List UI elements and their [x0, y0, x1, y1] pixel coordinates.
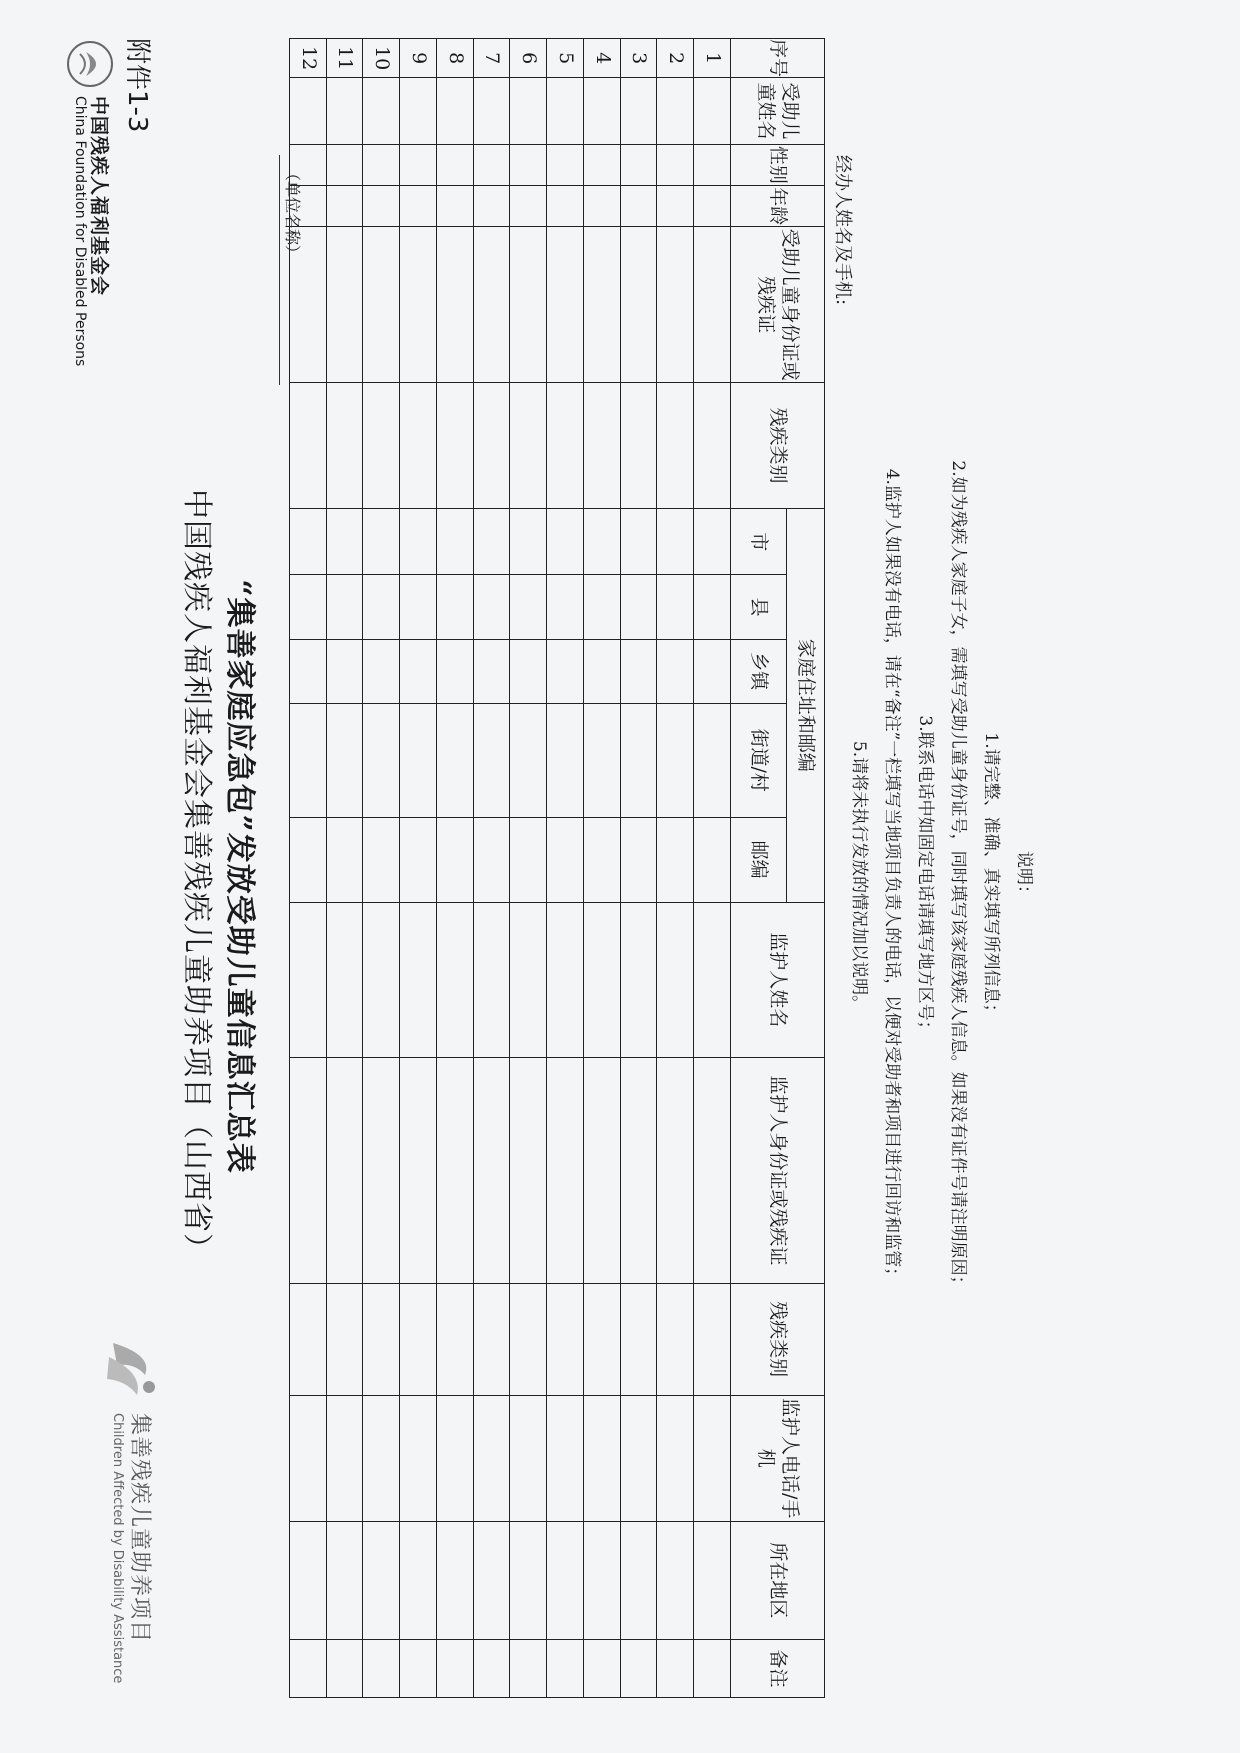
cell[interactable]: [620, 817, 657, 902]
cell[interactable]: [400, 902, 437, 1057]
cell[interactable]: [326, 1395, 363, 1521]
cell[interactable]: [547, 144, 584, 185]
cell[interactable]: [584, 144, 621, 185]
cell[interactable]: [547, 382, 584, 508]
cell[interactable]: [326, 227, 363, 382]
cell[interactable]: [326, 1057, 363, 1283]
cell[interactable]: [473, 1521, 510, 1639]
cell[interactable]: [473, 1395, 510, 1521]
cell[interactable]: [584, 639, 621, 703]
cell[interactable]: [400, 817, 437, 902]
header-child-id: 受助儿童身份证或残疾证: [731, 227, 825, 382]
cell[interactable]: [510, 1057, 547, 1283]
cell[interactable]: [400, 227, 437, 382]
attachment-label: 附件1-3: [122, 38, 152, 133]
cell[interactable]: [657, 703, 694, 817]
cell[interactable]: [473, 575, 510, 639]
cell[interactable]: [584, 186, 621, 227]
cell[interactable]: [437, 1057, 474, 1283]
cell[interactable]: [400, 1283, 437, 1395]
cell[interactable]: [510, 575, 547, 639]
cell[interactable]: [584, 575, 621, 639]
cell[interactable]: [510, 144, 547, 185]
instructions-title: 说明：: [1014, 851, 1034, 902]
cell[interactable]: [290, 509, 327, 575]
cell[interactable]: [473, 1639, 510, 1697]
cell[interactable]: [437, 1395, 474, 1521]
cell[interactable]: [657, 1395, 694, 1521]
document-title-line2: “集善家庭应急包”发放受助儿童信息汇总表: [222, 579, 257, 1174]
cfdp-logo: [60, 38, 120, 368]
cell[interactable]: [326, 509, 363, 575]
instruction-item: 3.联系电话中如固定电话请填写地方区号；: [915, 715, 935, 1038]
project-emblem-icon: [97, 1335, 163, 1405]
row-number: 8: [437, 39, 474, 78]
cell[interactable]: [290, 639, 327, 703]
cell[interactable]: [620, 1639, 657, 1697]
cell[interactable]: [473, 703, 510, 817]
cell[interactable]: [510, 703, 547, 817]
cell[interactable]: [547, 639, 584, 703]
cell[interactable]: [400, 703, 437, 817]
cell[interactable]: [326, 1521, 363, 1639]
cell[interactable]: [657, 1521, 694, 1639]
cell[interactable]: [620, 902, 657, 1057]
cell[interactable]: [290, 382, 327, 508]
unit-name-label: （单位名称）: [283, 165, 302, 262]
cell[interactable]: [363, 78, 400, 144]
cell[interactable]: [620, 382, 657, 508]
cell[interactable]: [620, 639, 657, 703]
cell[interactable]: [510, 509, 547, 575]
instruction-item: 1.请完整、准确、真实填写所列信息；: [981, 732, 1001, 1021]
cell[interactable]: [363, 1283, 400, 1395]
cell[interactable]: [547, 703, 584, 817]
cell[interactable]: [363, 186, 400, 227]
instruction-item: 4.监护人如果没有电话，请在“备注”一栏填写当地项目负责人的电话，以便对受助者和项目进行回访和监管；: [882, 468, 902, 1285]
cell[interactable]: [694, 144, 731, 185]
cfdp-emblem-icon: [64, 38, 116, 90]
header-guardian-id: 监护人身份证或残疾证: [731, 1057, 825, 1283]
instruction-item: 2.如为残疾人家庭子女，需填写受助儿童身份证号，同时填写该家庭残疾人信息。如果没有证件号请注明原因；: [948, 460, 968, 1293]
cell[interactable]: [547, 1395, 584, 1521]
table-row: [363, 39, 400, 1698]
cell[interactable]: [290, 575, 327, 639]
cell[interactable]: [400, 509, 437, 575]
cell[interactable]: [547, 1283, 584, 1395]
cell[interactable]: [290, 902, 327, 1057]
cell[interactable]: [620, 703, 657, 817]
cell[interactable]: [400, 1639, 437, 1697]
cell[interactable]: [694, 186, 731, 227]
cell[interactable]: [694, 1639, 731, 1697]
cell[interactable]: [657, 144, 694, 185]
header-street: 街道/村: [731, 703, 787, 817]
header-gender: 性别: [731, 144, 825, 185]
cell[interactable]: [657, 509, 694, 575]
cell[interactable]: [290, 227, 327, 382]
cell[interactable]: [437, 144, 474, 185]
row-number: 3: [620, 39, 657, 78]
cell[interactable]: [510, 1521, 547, 1639]
header-seq: 序号: [731, 39, 825, 78]
cell[interactable]: [547, 817, 584, 902]
header-child-name: 受助儿童姓名: [731, 78, 825, 144]
cell[interactable]: [620, 186, 657, 227]
cell[interactable]: [400, 639, 437, 703]
cell[interactable]: [620, 1057, 657, 1283]
header-age: 年龄: [731, 186, 825, 227]
cell[interactable]: [290, 144, 327, 185]
cell[interactable]: [400, 144, 437, 185]
cell[interactable]: [400, 186, 437, 227]
cell[interactable]: [473, 817, 510, 902]
cell[interactable]: [694, 227, 731, 382]
cell[interactable]: [363, 227, 400, 382]
cell[interactable]: [437, 186, 474, 227]
cell[interactable]: [510, 817, 547, 902]
cell[interactable]: [437, 902, 474, 1057]
instructions-block: [842, 0, 1040, 1753]
cell[interactable]: [584, 1639, 621, 1697]
project-logo: [75, 1335, 165, 1753]
cell[interactable]: [290, 1057, 327, 1283]
cell[interactable]: [547, 575, 584, 639]
cell[interactable]: [547, 1521, 584, 1639]
cell[interactable]: [326, 639, 363, 703]
cell[interactable]: [547, 227, 584, 382]
row-number: 7: [473, 39, 510, 78]
cell[interactable]: [290, 1639, 327, 1697]
cell[interactable]: [547, 509, 584, 575]
table-row: [584, 39, 621, 1698]
cell[interactable]: [694, 1521, 731, 1639]
header-guardian-name: 监护人姓名: [731, 902, 825, 1057]
cell[interactable]: [620, 575, 657, 639]
cell[interactable]: [437, 509, 474, 575]
cell[interactable]: [584, 1057, 621, 1283]
header-guardian-phone: 监护人电话/手机: [731, 1395, 825, 1521]
cell[interactable]: [657, 227, 694, 382]
handler-name-phone-label: 经办人姓名及手机:: [832, 155, 853, 306]
row-number: 5: [547, 39, 584, 78]
table-row: [547, 39, 584, 1698]
project-logo-en: Children Affected by Disability Assistance: [110, 1413, 125, 1684]
row-number: 1: [694, 39, 731, 78]
cell[interactable]: [620, 1283, 657, 1395]
table-row: [510, 39, 547, 1698]
cfdp-logo-cn: 中国残疾人福利基金会: [88, 96, 110, 297]
row-number: 2: [657, 39, 694, 78]
cell[interactable]: [510, 902, 547, 1057]
cell[interactable]: [620, 78, 657, 144]
table-row: [326, 39, 363, 1698]
cell[interactable]: [657, 575, 694, 639]
cell[interactable]: [363, 1521, 400, 1639]
cell[interactable]: [400, 78, 437, 144]
cell[interactable]: [437, 227, 474, 382]
cell[interactable]: [584, 1395, 621, 1521]
cell[interactable]: [326, 1639, 363, 1697]
unit-name-underline: [279, 155, 280, 385]
cell[interactable]: [400, 1395, 437, 1521]
header-postcode: 邮编: [731, 817, 787, 902]
cell[interactable]: [620, 1395, 657, 1521]
cell[interactable]: [547, 1639, 584, 1697]
row-number: 4: [584, 39, 621, 78]
cell[interactable]: [694, 1057, 731, 1283]
cell[interactable]: [547, 78, 584, 144]
cell[interactable]: [400, 1521, 437, 1639]
cell[interactable]: [584, 227, 621, 382]
table-row: [473, 39, 510, 1698]
header-guardian-disability: 残疾类别: [731, 1283, 825, 1395]
cell[interactable]: [290, 817, 327, 902]
cell[interactable]: [657, 186, 694, 227]
cell[interactable]: [290, 703, 327, 817]
cell[interactable]: [437, 703, 474, 817]
cell[interactable]: [363, 1639, 400, 1697]
cell[interactable]: [473, 639, 510, 703]
cell[interactable]: [326, 78, 363, 144]
cell[interactable]: [620, 144, 657, 185]
cell[interactable]: [694, 902, 731, 1057]
cell[interactable]: [657, 1639, 694, 1697]
cell[interactable]: [657, 817, 694, 902]
cell[interactable]: [510, 1283, 547, 1395]
cell[interactable]: [694, 703, 731, 817]
cell[interactable]: [694, 817, 731, 902]
row-number: 9: [400, 39, 437, 78]
cell[interactable]: [363, 575, 400, 639]
cell[interactable]: [473, 902, 510, 1057]
cell[interactable]: [584, 703, 621, 817]
cell[interactable]: [363, 144, 400, 185]
cell[interactable]: [473, 227, 510, 382]
cell[interactable]: [694, 382, 731, 508]
row-number: 10: [363, 39, 400, 78]
table-row: [437, 39, 474, 1698]
cell[interactable]: [290, 1283, 327, 1395]
cell[interactable]: [547, 1057, 584, 1283]
cell[interactable]: [437, 1283, 474, 1395]
cell[interactable]: [400, 382, 437, 508]
cell[interactable]: [290, 1521, 327, 1639]
cell[interactable]: [584, 1283, 621, 1395]
cell[interactable]: [326, 902, 363, 1057]
table-body: [290, 39, 731, 1698]
cell[interactable]: [326, 186, 363, 227]
cell[interactable]: [584, 382, 621, 508]
cell[interactable]: [694, 1395, 731, 1521]
cell[interactable]: [510, 1639, 547, 1697]
cell[interactable]: [400, 575, 437, 639]
cell[interactable]: [437, 639, 474, 703]
cell[interactable]: [510, 639, 547, 703]
cell[interactable]: [657, 639, 694, 703]
cell[interactable]: [547, 186, 584, 227]
cell[interactable]: [657, 902, 694, 1057]
cell[interactable]: [326, 1283, 363, 1395]
cfdp-logo-en: China Foundation for Disabled Persons: [72, 96, 88, 367]
table-row: [657, 39, 694, 1698]
cell[interactable]: [694, 575, 731, 639]
table-row: [290, 39, 327, 1698]
cell[interactable]: [657, 1057, 694, 1283]
cell[interactable]: [363, 1395, 400, 1521]
cell[interactable]: [326, 382, 363, 508]
header-address-group: 家庭住址和邮编: [787, 509, 825, 903]
cell[interactable]: [363, 639, 400, 703]
cell[interactable]: [694, 1283, 731, 1395]
cell[interactable]: [437, 1639, 474, 1697]
cell[interactable]: [473, 1057, 510, 1283]
table-row: [694, 39, 731, 1698]
instruction-item: 5.请将未执行发放的情况加以说明。: [849, 740, 869, 1013]
project-logo-cn: 集善残疾儿童助养项目: [127, 1413, 152, 1644]
cell[interactable]: [694, 639, 731, 703]
row-number: 6: [510, 39, 547, 78]
cell[interactable]: [363, 817, 400, 902]
cell[interactable]: [657, 1283, 694, 1395]
header-remarks: 备注: [731, 1639, 825, 1697]
cell[interactable]: [584, 78, 621, 144]
cell[interactable]: [584, 509, 621, 575]
cell[interactable]: [620, 509, 657, 575]
cell[interactable]: [473, 144, 510, 185]
cell[interactable]: [473, 1283, 510, 1395]
info-summary-table: [289, 38, 825, 1698]
cell[interactable]: [326, 817, 363, 902]
cell[interactable]: [290, 1395, 327, 1521]
cell[interactable]: [510, 1395, 547, 1521]
cell[interactable]: [326, 575, 363, 639]
document-title-line1: 中国残疾人福利基金会集善残疾儿童助养项目（山西省）: [179, 489, 214, 1264]
header-county: 县: [731, 575, 787, 639]
cell[interactable]: [510, 186, 547, 227]
cell[interactable]: [694, 509, 731, 575]
cell[interactable]: [657, 382, 694, 508]
cell[interactable]: [620, 227, 657, 382]
cell[interactable]: [363, 509, 400, 575]
cell[interactable]: [437, 817, 474, 902]
cell[interactable]: [473, 78, 510, 144]
cell[interactable]: [290, 78, 327, 144]
header-region: 所在地区: [731, 1521, 825, 1639]
cell[interactable]: [694, 78, 731, 144]
cell[interactable]: [437, 1521, 474, 1639]
cell[interactable]: [363, 902, 400, 1057]
cell[interactable]: [437, 575, 474, 639]
cell[interactable]: [510, 78, 547, 144]
cell[interactable]: [620, 1521, 657, 1639]
table-row: [620, 39, 657, 1698]
cell[interactable]: [510, 382, 547, 508]
cell[interactable]: [584, 902, 621, 1057]
cell[interactable]: [473, 382, 510, 508]
cell[interactable]: [584, 1521, 621, 1639]
cell[interactable]: [437, 78, 474, 144]
cell[interactable]: [400, 1057, 437, 1283]
cell[interactable]: [473, 186, 510, 227]
cell[interactable]: [473, 509, 510, 575]
table-row: [400, 39, 437, 1698]
row-number: 12: [290, 39, 327, 78]
cell[interactable]: [363, 1057, 400, 1283]
header-city: 市: [731, 509, 787, 575]
cell[interactable]: [510, 227, 547, 382]
cell[interactable]: [657, 78, 694, 144]
cell[interactable]: [437, 382, 474, 508]
cell[interactable]: [584, 817, 621, 902]
cell[interactable]: [326, 703, 363, 817]
cell[interactable]: [363, 703, 400, 817]
cell[interactable]: [290, 186, 327, 227]
header-town: 乡镇: [731, 639, 787, 703]
header-disability-type: 残疾类别: [731, 382, 825, 508]
cell[interactable]: [547, 902, 584, 1057]
cell[interactable]: [326, 144, 363, 185]
row-number: 11: [326, 39, 363, 78]
cell[interactable]: [363, 382, 400, 508]
